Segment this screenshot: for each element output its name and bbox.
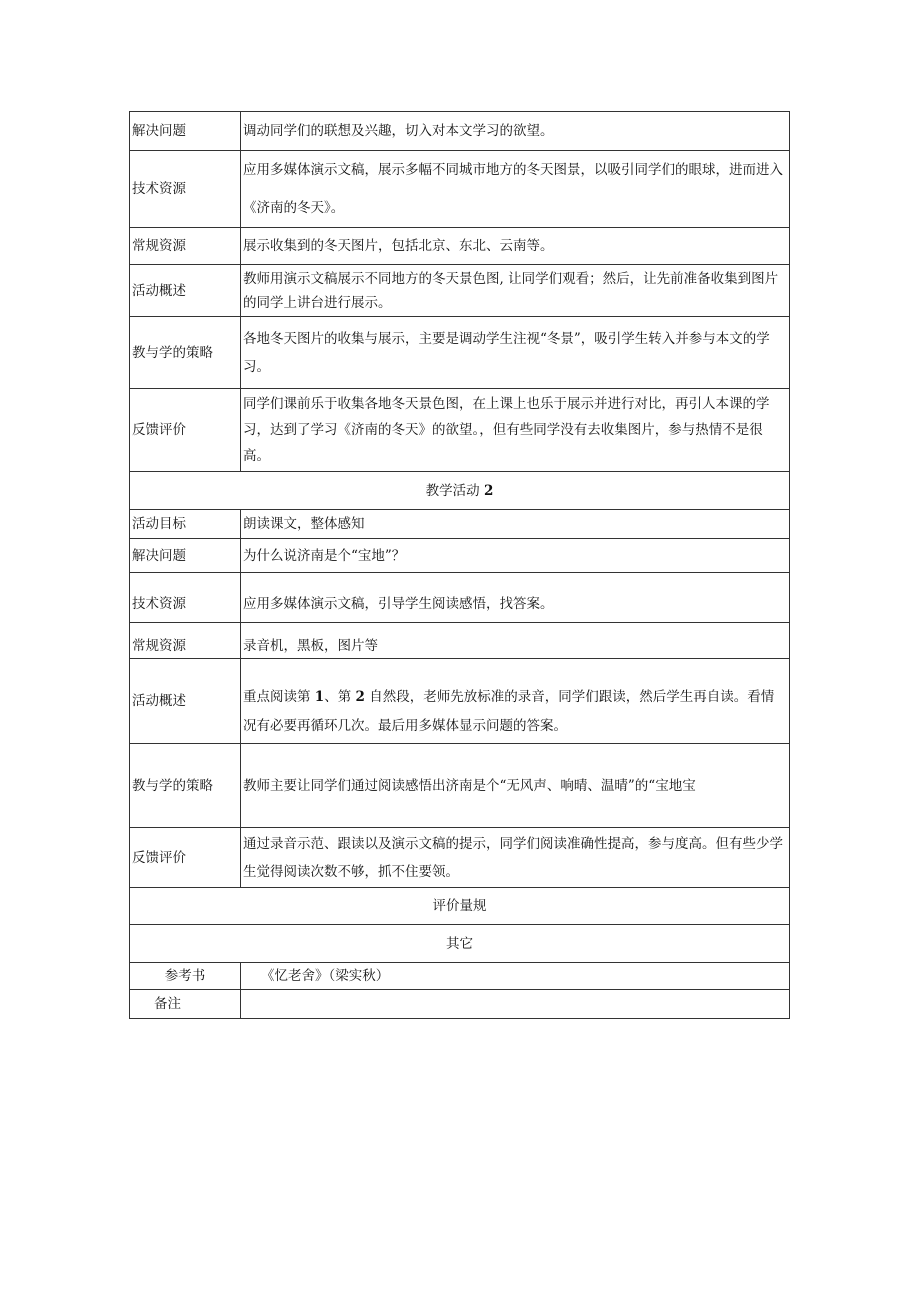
row-value: 为什么说济南是个“宝地”？	[241, 539, 790, 573]
row-label: 技术资源	[130, 151, 241, 228]
lesson-plan-table	[129, 111, 790, 1019]
paragraph-number-2: 2	[355, 689, 365, 705]
table-row	[130, 888, 790, 925]
row-label: 活动目标	[130, 510, 241, 539]
row-value: 同学们课前乐于收集各地冬天景色图，在上课上也乐于展示并进行对比，再引人本课的学习，达到了学习《济南的冬天》的欲望。，但有些同学没有去收集图片，参与热情不是很高。	[241, 389, 790, 472]
row-label: 反馈评价	[130, 828, 241, 888]
table-row	[130, 828, 790, 888]
other-title: 其它	[130, 925, 790, 963]
remarks-value	[241, 990, 790, 1019]
table-row	[130, 151, 790, 228]
row-value: 教师用演示文稿展示不同地方的冬天景色图, 让同学们观看；然后，让先前准备收集到图片的同学上讲台进行展示。	[241, 265, 790, 317]
row-label: 技术资源	[130, 573, 241, 623]
table-row	[130, 510, 790, 539]
row-label: 常规资源	[130, 623, 241, 659]
table-row	[130, 472, 790, 510]
table-row	[130, 623, 790, 659]
rubric-title: 评价量规	[130, 888, 790, 925]
table-row	[130, 744, 790, 828]
table-row	[130, 925, 790, 963]
row-value: 朗读课文，整体感知	[241, 510, 790, 539]
row-label: 解决问题	[130, 539, 241, 573]
row-value: 调动同学们的联想及兴趣，切入对本文学习的欲望。	[241, 112, 790, 151]
row-label: 教与学的策略	[130, 744, 241, 828]
section-title	[130, 472, 790, 510]
remarks-label: 备注	[130, 990, 241, 1019]
overview-text-b: 、第	[324, 689, 352, 705]
reference-value: 《忆老舍》（梁实秋）	[241, 963, 790, 990]
table-row	[130, 990, 790, 1019]
table-row	[130, 659, 790, 744]
row-value: 展示收集到的冬天图片，包括北京、东北、云南等。	[241, 228, 790, 265]
row-value: 录音机，黑板，图片等	[241, 623, 790, 659]
table-row	[130, 228, 790, 265]
row-value: 应用多媒体演示文稿，展示多幅不同城市地方的冬天图景，以吸引同学们的眼球，进而进入《济南的冬天》。	[241, 151, 790, 228]
row-value	[241, 659, 790, 744]
row-value: 各地冬天图片的收集与展示，主要是调动学生注视“冬景”，吸引学生转入并参与本文的学习。	[241, 317, 790, 389]
section-title-text: 教学活动	[425, 482, 480, 499]
table-row	[130, 112, 790, 151]
row-label: 活动概述	[130, 659, 241, 744]
row-value: 通过录音示范、跟读以及演示文稿的提示，同学们阅读准确性提高，参与度高。但有些少学生觉得阅读次数不够，抓不住要领。	[241, 828, 790, 888]
row-label: 活动概述	[130, 265, 241, 317]
table-row	[130, 963, 790, 990]
row-label: 反馈评价	[130, 389, 241, 472]
table-row	[130, 265, 790, 317]
row-label: 解决问题	[130, 112, 241, 151]
table-row	[130, 539, 790, 573]
table-row	[130, 317, 790, 389]
table-row	[130, 389, 790, 472]
overview-text-a: 重点阅读第	[243, 689, 311, 705]
row-label: 常规资源	[130, 228, 241, 265]
section-title-number: 2	[483, 482, 494, 499]
row-label: 教与学的策略	[130, 317, 241, 389]
table-row	[130, 573, 790, 623]
overview-text-c: 自然段，老师先放标准的录音，同学们跟读，然后学生再自读。看情况有必要再循环几次。最后用多媒体显示问题的答案。	[243, 689, 775, 734]
row-value: 教师主要让同学们通过阅读感悟出济南是个“无风声、响晴、温晴”的“宝地宝	[241, 744, 790, 828]
reference-label: 参考书	[130, 963, 241, 990]
paragraph-number-1: 1	[314, 689, 325, 705]
row-value: 应用多媒体演示文稿，引导学生阅读感悟，找答案。	[241, 573, 790, 623]
